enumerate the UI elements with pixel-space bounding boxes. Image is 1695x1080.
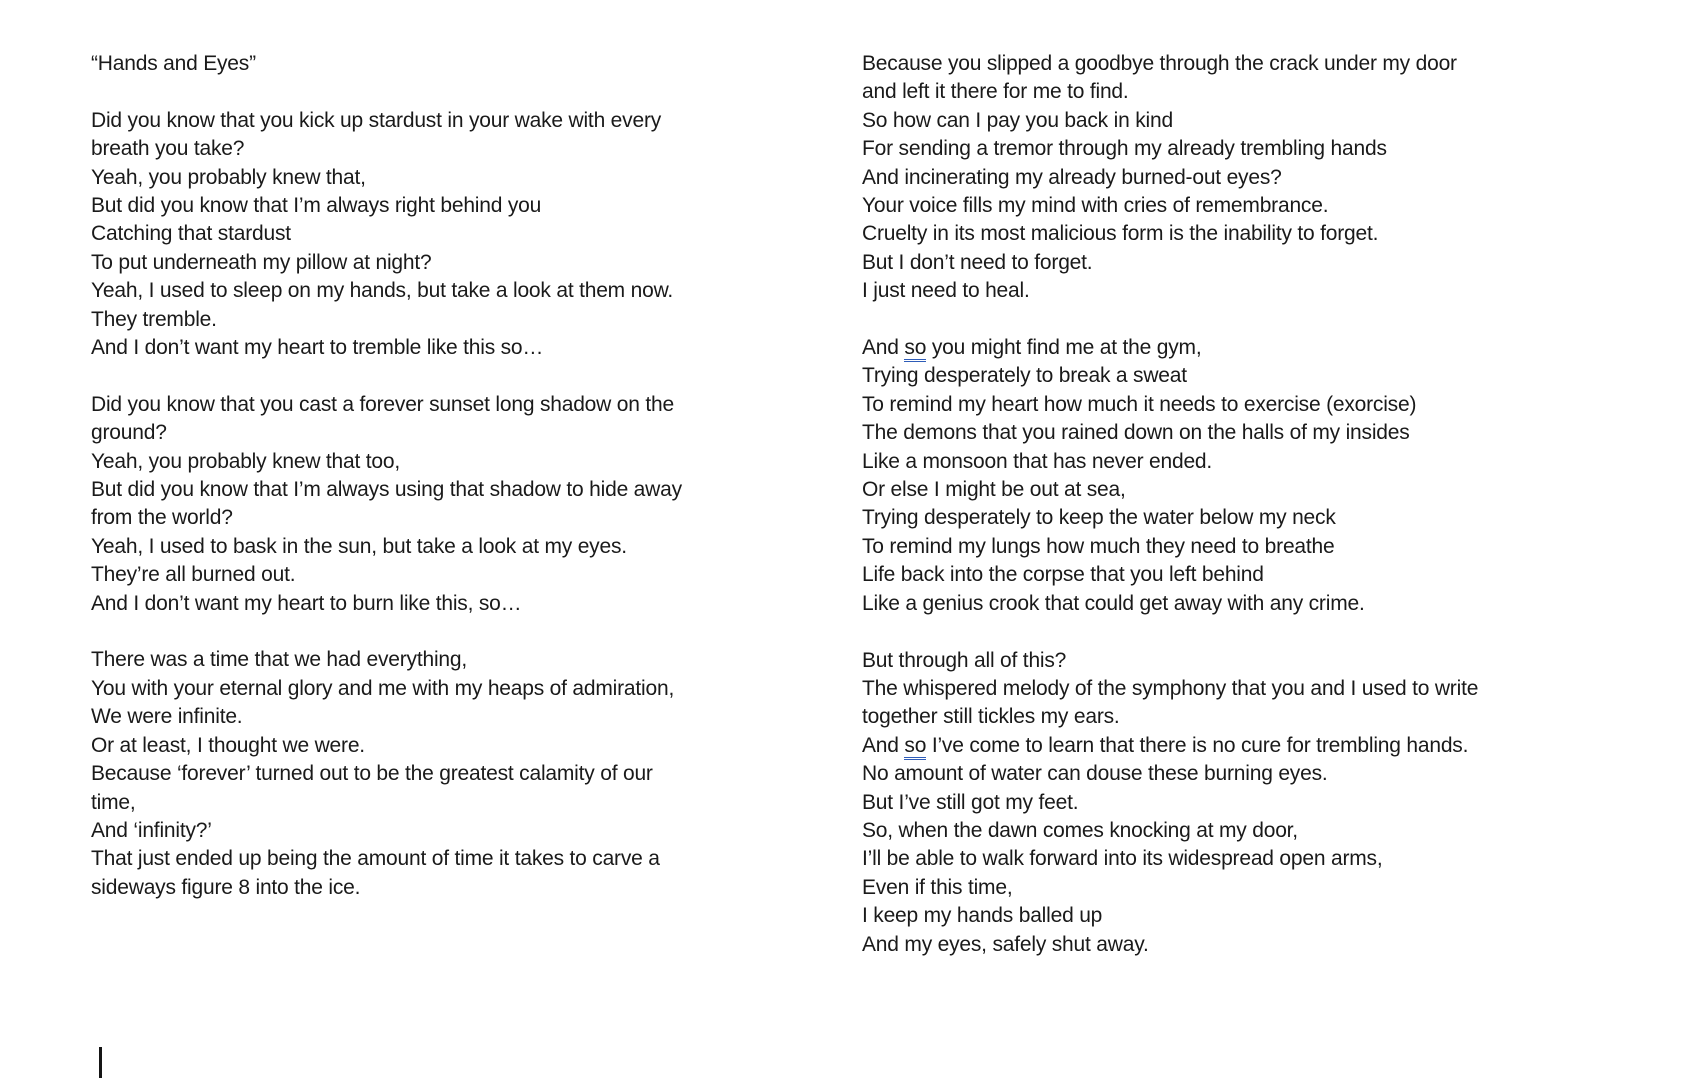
poem-line: Like a monsoon that has never ended.	[862, 449, 1213, 473]
stanza	[862, 647, 1622, 959]
poem-line: But did you know that I’m always right behind you	[91, 194, 542, 218]
poem-line: There was a time that we had everything,	[91, 648, 468, 672]
poem-line: time,	[91, 790, 136, 814]
poem-line: and left it there for me to find.	[862, 80, 1129, 104]
poem-line: Yeah, I used to bask in the sun, but take a look at my eyes.	[91, 534, 627, 558]
poem-line: And my eyes, safely shut away.	[862, 932, 1149, 956]
poem-line: Because you slipped a goodbye through the crack under my door	[862, 52, 1457, 75]
poem-line: Life back into the corpse that you left behind	[862, 563, 1264, 587]
poem-line: I just need to heal.	[862, 279, 1030, 303]
poem-line: together still tickles my ears.	[862, 705, 1120, 729]
poem-line: Even if this time,	[862, 875, 1013, 899]
poem-line: But did you know that I’m always using that shadow to hide away	[91, 478, 682, 502]
text-segment: And	[862, 733, 905, 757]
poem-line: And incinerating my already burned-out eyes?	[862, 165, 1282, 189]
stanza	[91, 391, 831, 618]
poem-line: from the world?	[91, 506, 233, 530]
poem-line: Yeah, you probably knew that too,	[91, 449, 401, 473]
poem-line: They tremble.	[91, 307, 217, 331]
poem-line: They’re all burned out.	[91, 563, 296, 587]
poem-line	[862, 334, 1622, 362]
poem-line: We were infinite.	[91, 705, 243, 729]
poem-line: Cruelty in its most malicious form is the inability to forget.	[862, 222, 1379, 246]
poem-line: The demons that you rained down on the halls of my insides	[862, 421, 1410, 445]
poem-line: I’ll be able to walk forward into its widespread open arms,	[862, 847, 1383, 871]
poem-line: The whispered melody of the symphony that you and I used to write	[862, 676, 1479, 700]
poem-line: So how can I pay you back in kind	[862, 108, 1173, 132]
poem-line: But I’ve still got my feet.	[862, 790, 1079, 814]
stanza	[862, 334, 1622, 618]
poem-line: Trying desperately to break a sweat	[862, 364, 1187, 388]
stanza	[91, 107, 831, 363]
poem-line: And I don’t want my heart to tremble like this so…	[91, 336, 544, 360]
poem-line: Yeah, I used to sleep on my hands, but take a look at them now.	[91, 279, 674, 303]
poem-line: sideways figure 8 into the ice.	[91, 875, 361, 899]
poem-line: I keep my hands balled up	[862, 904, 1103, 928]
poem-title: “Hands and Eyes”	[91, 52, 256, 75]
poem-line: Trying desperately to keep the water below my neck	[862, 506, 1336, 530]
grammar-marked-word[interactable]: so	[904, 336, 926, 362]
poem-line: Your voice fills my mind with cries of remembrance.	[862, 194, 1329, 218]
stanza	[91, 646, 831, 902]
poem-title-block	[91, 50, 831, 78]
text-segment: you might find me at the gym,	[926, 336, 1202, 360]
text-cursor	[99, 1047, 102, 1078]
poem-line: Did you know that you kick up stardust in your wake with every	[91, 108, 662, 132]
grammar-marked-word[interactable]: so	[904, 734, 926, 760]
poem-line: Or else I might be out at sea,	[862, 478, 1126, 502]
text-segment: I’ve come to learn that there is no cure for trembling hands.	[926, 733, 1469, 757]
poem-line: And I don’t want my heart to burn like this, so…	[91, 591, 522, 615]
poem-line: For sending a tremor through my already trembling hands	[862, 137, 1387, 161]
poem-line: Because ‘forever’ turned out to be the greatest calamity of our	[91, 762, 653, 786]
poem-line: That just ended up being the amount of time it takes to carve a	[91, 847, 660, 871]
poem-line	[862, 732, 1622, 760]
poem-line: breath you take?	[91, 137, 245, 161]
text-segment: And	[862, 336, 905, 360]
right-text-column[interactable]	[862, 50, 1622, 987]
poem-line: Yeah, you probably knew that,	[91, 165, 366, 189]
poem-line: Or at least, I thought we were.	[91, 733, 365, 757]
poem-line: To remind my heart how much it needs to exercise (exorcise)	[862, 392, 1417, 416]
poem-line: And ‘infinity?’	[91, 818, 212, 842]
poem-line: You with your eternal glory and me with my heaps of admiration,	[91, 676, 675, 700]
poem-line: But through all of this?	[862, 648, 1067, 672]
stanza	[862, 50, 1622, 306]
poem-line: Catching that stardust	[91, 222, 291, 246]
poem-line: Like a genius crook that could get away with any crime.	[862, 591, 1365, 615]
poem-line: So, when the dawn comes knocking at my door,	[862, 818, 1298, 842]
poem-line: But I don’t need to forget.	[862, 250, 1093, 274]
poem-line: No amount of water can douse these burning eyes.	[862, 762, 1328, 786]
left-text-column[interactable]	[91, 50, 831, 931]
poem-line: ground?	[91, 421, 167, 445]
poem-line: To put underneath my pillow at night?	[91, 250, 432, 274]
poem-line: Did you know that you cast a forever sunset long shadow on the	[91, 392, 674, 416]
poem-line: To remind my lungs how much they need to breathe	[862, 534, 1335, 558]
